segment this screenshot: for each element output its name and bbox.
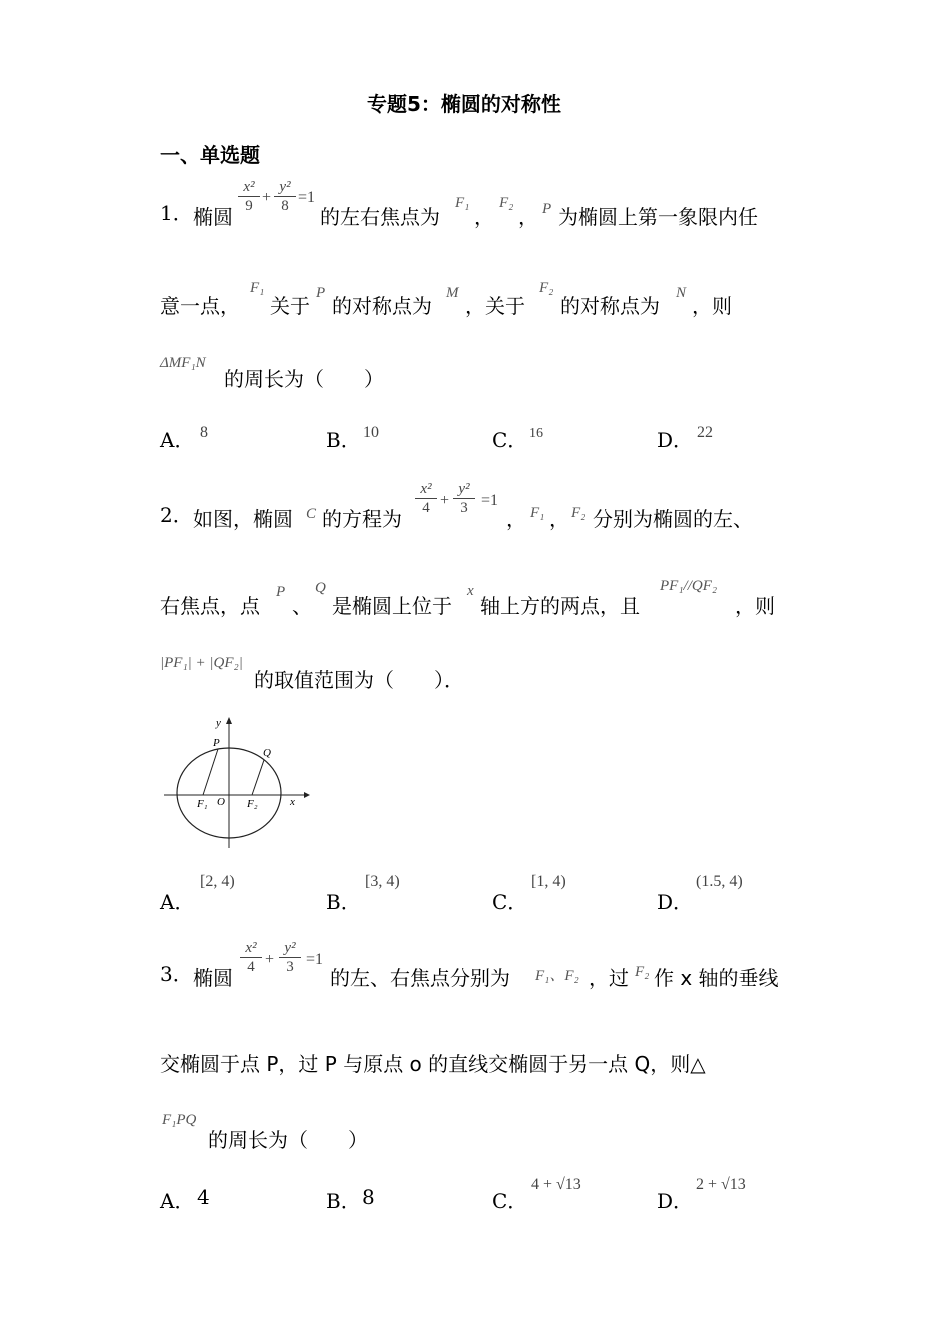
q2-comma: ， bbox=[506, 507, 526, 531]
q3-frac-num: x² bbox=[245, 940, 257, 956]
q2-expression: |PF₁| + |QF₂| bbox=[160, 655, 243, 671]
q1-M: M bbox=[446, 285, 459, 301]
q2-text: 的取值范围为（ ）． bbox=[254, 668, 464, 692]
q2-text: 分别为椭圆的左、 bbox=[593, 507, 753, 531]
q1-equals: =1 bbox=[298, 189, 316, 206]
fig-label-x: x bbox=[290, 796, 295, 808]
q2-frac-den: 3 bbox=[453, 498, 475, 517]
q3-text: 作 x 轴的垂线 bbox=[654, 966, 779, 990]
x-axis-arrow bbox=[304, 792, 310, 798]
q2-plus: + bbox=[440, 492, 450, 509]
q3-plus: + bbox=[265, 951, 275, 968]
q2-option-a-value: [2, 4) bbox=[200, 873, 235, 890]
q1-frac-num: x² bbox=[243, 179, 255, 195]
q2-equals: =1 bbox=[481, 492, 499, 509]
q1-frac-den: 9 bbox=[238, 196, 260, 215]
q2-number: 2． bbox=[160, 503, 193, 527]
q3-option-a-label[interactable]: A． bbox=[160, 1189, 195, 1213]
q3-fraction-y bbox=[279, 939, 301, 976]
q2-x: x bbox=[467, 583, 474, 599]
q2-option-d-value: (1.5, 4) bbox=[696, 873, 743, 890]
q1-fraction-x bbox=[238, 178, 260, 215]
q2-F1: F₁ bbox=[530, 505, 545, 521]
q2-text: ，则 bbox=[735, 594, 775, 618]
q3-frac-den: 3 bbox=[279, 957, 301, 976]
q2-fraction-x bbox=[415, 480, 437, 517]
q1-text: 为椭圆上第一象限内任 bbox=[558, 205, 758, 229]
q2-option-a-label[interactable]: A． bbox=[160, 890, 195, 914]
q2-text: 的方程为 bbox=[322, 507, 402, 531]
q2-text: 右焦点，点 bbox=[160, 594, 260, 618]
q1-F2: F₂ bbox=[499, 195, 514, 211]
q1-option-a-value: 8 bbox=[200, 424, 208, 441]
q3-option-d-label[interactable]: D． bbox=[657, 1189, 694, 1213]
section-heading: 一、单选题 bbox=[160, 143, 260, 167]
q1-F1: F₁ bbox=[250, 280, 265, 296]
fig-label-F1: F₁ bbox=[197, 798, 208, 810]
q2-option-d-label[interactable]: D． bbox=[657, 890, 694, 914]
q3-equals: =1 bbox=[306, 951, 324, 968]
q3-text: 的左、右焦点分别为 bbox=[330, 966, 510, 990]
q3-F1F2: F₁、F₂ bbox=[535, 968, 579, 984]
q1-option-b-value: 10 bbox=[363, 424, 379, 441]
q1-N: N bbox=[676, 285, 687, 301]
q1-plus: + bbox=[262, 189, 272, 206]
q1-comma: ， bbox=[474, 205, 494, 229]
q2-option-b-label[interactable]: B． bbox=[326, 890, 361, 914]
q1-option-d-value: 22 bbox=[697, 424, 713, 441]
q1-text: 的对称点为 bbox=[332, 294, 432, 318]
q1-P: P bbox=[316, 285, 326, 301]
q3-triangle: F₁PQ bbox=[162, 1112, 197, 1128]
q1-text: ，则 bbox=[692, 294, 732, 318]
q1-P: P bbox=[542, 201, 552, 217]
q3-option-b-value: 8 bbox=[362, 1185, 375, 1209]
q3-text: 交椭圆于点 P，过 P 与原点 o 的直线交椭圆于另一点 Q，则△ bbox=[160, 1052, 706, 1076]
q1-option-c-label[interactable]: C． bbox=[492, 428, 528, 452]
q2-P: P bbox=[276, 584, 286, 600]
q3-text: 的周长为（ ） bbox=[208, 1128, 368, 1152]
q1-option-a-label[interactable]: A． bbox=[160, 428, 195, 452]
q3-text: ，过 bbox=[589, 966, 629, 990]
q2-parallel: PF₁//QF₂ bbox=[660, 578, 718, 594]
q3-number: 3． bbox=[160, 962, 193, 986]
q2-comma: ， bbox=[549, 507, 569, 531]
q1-option-b-label[interactable]: B． bbox=[326, 428, 361, 452]
fig-label-F2: F₂ bbox=[247, 798, 258, 810]
q1-frac-num: y² bbox=[279, 179, 291, 195]
q1-comma: ， bbox=[518, 205, 538, 229]
q3-F2: F₂ bbox=[635, 964, 650, 980]
q2-frac-num: x² bbox=[420, 481, 432, 497]
q1-frac-den: 8 bbox=[274, 196, 296, 215]
q1-number: 1． bbox=[160, 201, 193, 225]
q3-frac-den: 4 bbox=[240, 957, 262, 976]
q3-option-d-value: 2 + √13 bbox=[696, 1176, 746, 1193]
q3-frac-num: y² bbox=[284, 940, 296, 956]
q3-option-b-label[interactable]: B． bbox=[326, 1189, 361, 1213]
q1-option-c-value: 16 bbox=[529, 426, 543, 441]
fig-label-y: y bbox=[216, 717, 221, 729]
q2-option-b-value: [3, 4) bbox=[365, 873, 400, 890]
segment-QF2 bbox=[252, 760, 264, 795]
fig-label-O: O bbox=[217, 796, 225, 808]
q2-frac-num: y² bbox=[458, 481, 470, 497]
q1-text: 椭圆 bbox=[193, 205, 233, 229]
q1-text: 的周长为（ ） bbox=[224, 367, 384, 391]
q1-text: 的对称点为 bbox=[560, 294, 660, 318]
q3-option-c-value: 4 + √13 bbox=[531, 1176, 581, 1193]
q1-text: 关于 bbox=[270, 294, 310, 318]
ellipse-figure bbox=[160, 712, 310, 852]
q2-fraction-y bbox=[453, 480, 475, 517]
q2-F2: F₂ bbox=[571, 505, 586, 521]
q1-fraction-y bbox=[274, 178, 296, 215]
q2-frac-den: 4 bbox=[415, 498, 437, 517]
q3-option-a-value: 4 bbox=[197, 1185, 210, 1209]
q1-text: ，关于 bbox=[465, 294, 525, 318]
q2-C: C bbox=[306, 506, 317, 522]
q1-text: 意一点， bbox=[160, 294, 240, 318]
q2-option-c-label[interactable]: C． bbox=[492, 890, 528, 914]
q2-text: 轴上方的两点，且 bbox=[480, 594, 640, 618]
fig-label-P: P bbox=[213, 737, 220, 749]
q2-Q: Q bbox=[315, 580, 326, 596]
q3-option-c-label[interactable]: C． bbox=[492, 1189, 528, 1213]
q1-text: 的左右焦点为 bbox=[320, 205, 440, 229]
fig-label-Q: Q bbox=[263, 747, 271, 759]
q2-sep: 、 bbox=[292, 594, 312, 618]
segment-PF1 bbox=[203, 749, 218, 795]
q1-option-d-label[interactable]: D． bbox=[657, 428, 694, 452]
q3-text: 椭圆 bbox=[193, 966, 233, 990]
y-axis-arrow bbox=[226, 717, 232, 724]
q2-text: 如图，椭圆 bbox=[193, 507, 293, 531]
q1-F1: F₁ bbox=[455, 195, 470, 211]
page-title: 专题5：椭圆的对称性 bbox=[367, 92, 561, 116]
q2-text: 是椭圆上位于 bbox=[332, 594, 452, 618]
q2-option-c-value: [1, 4) bbox=[531, 873, 566, 890]
q1-F2: F₂ bbox=[539, 280, 554, 296]
q3-fraction-x bbox=[240, 939, 262, 976]
q1-triangle: ΔMF₁N bbox=[160, 355, 206, 371]
